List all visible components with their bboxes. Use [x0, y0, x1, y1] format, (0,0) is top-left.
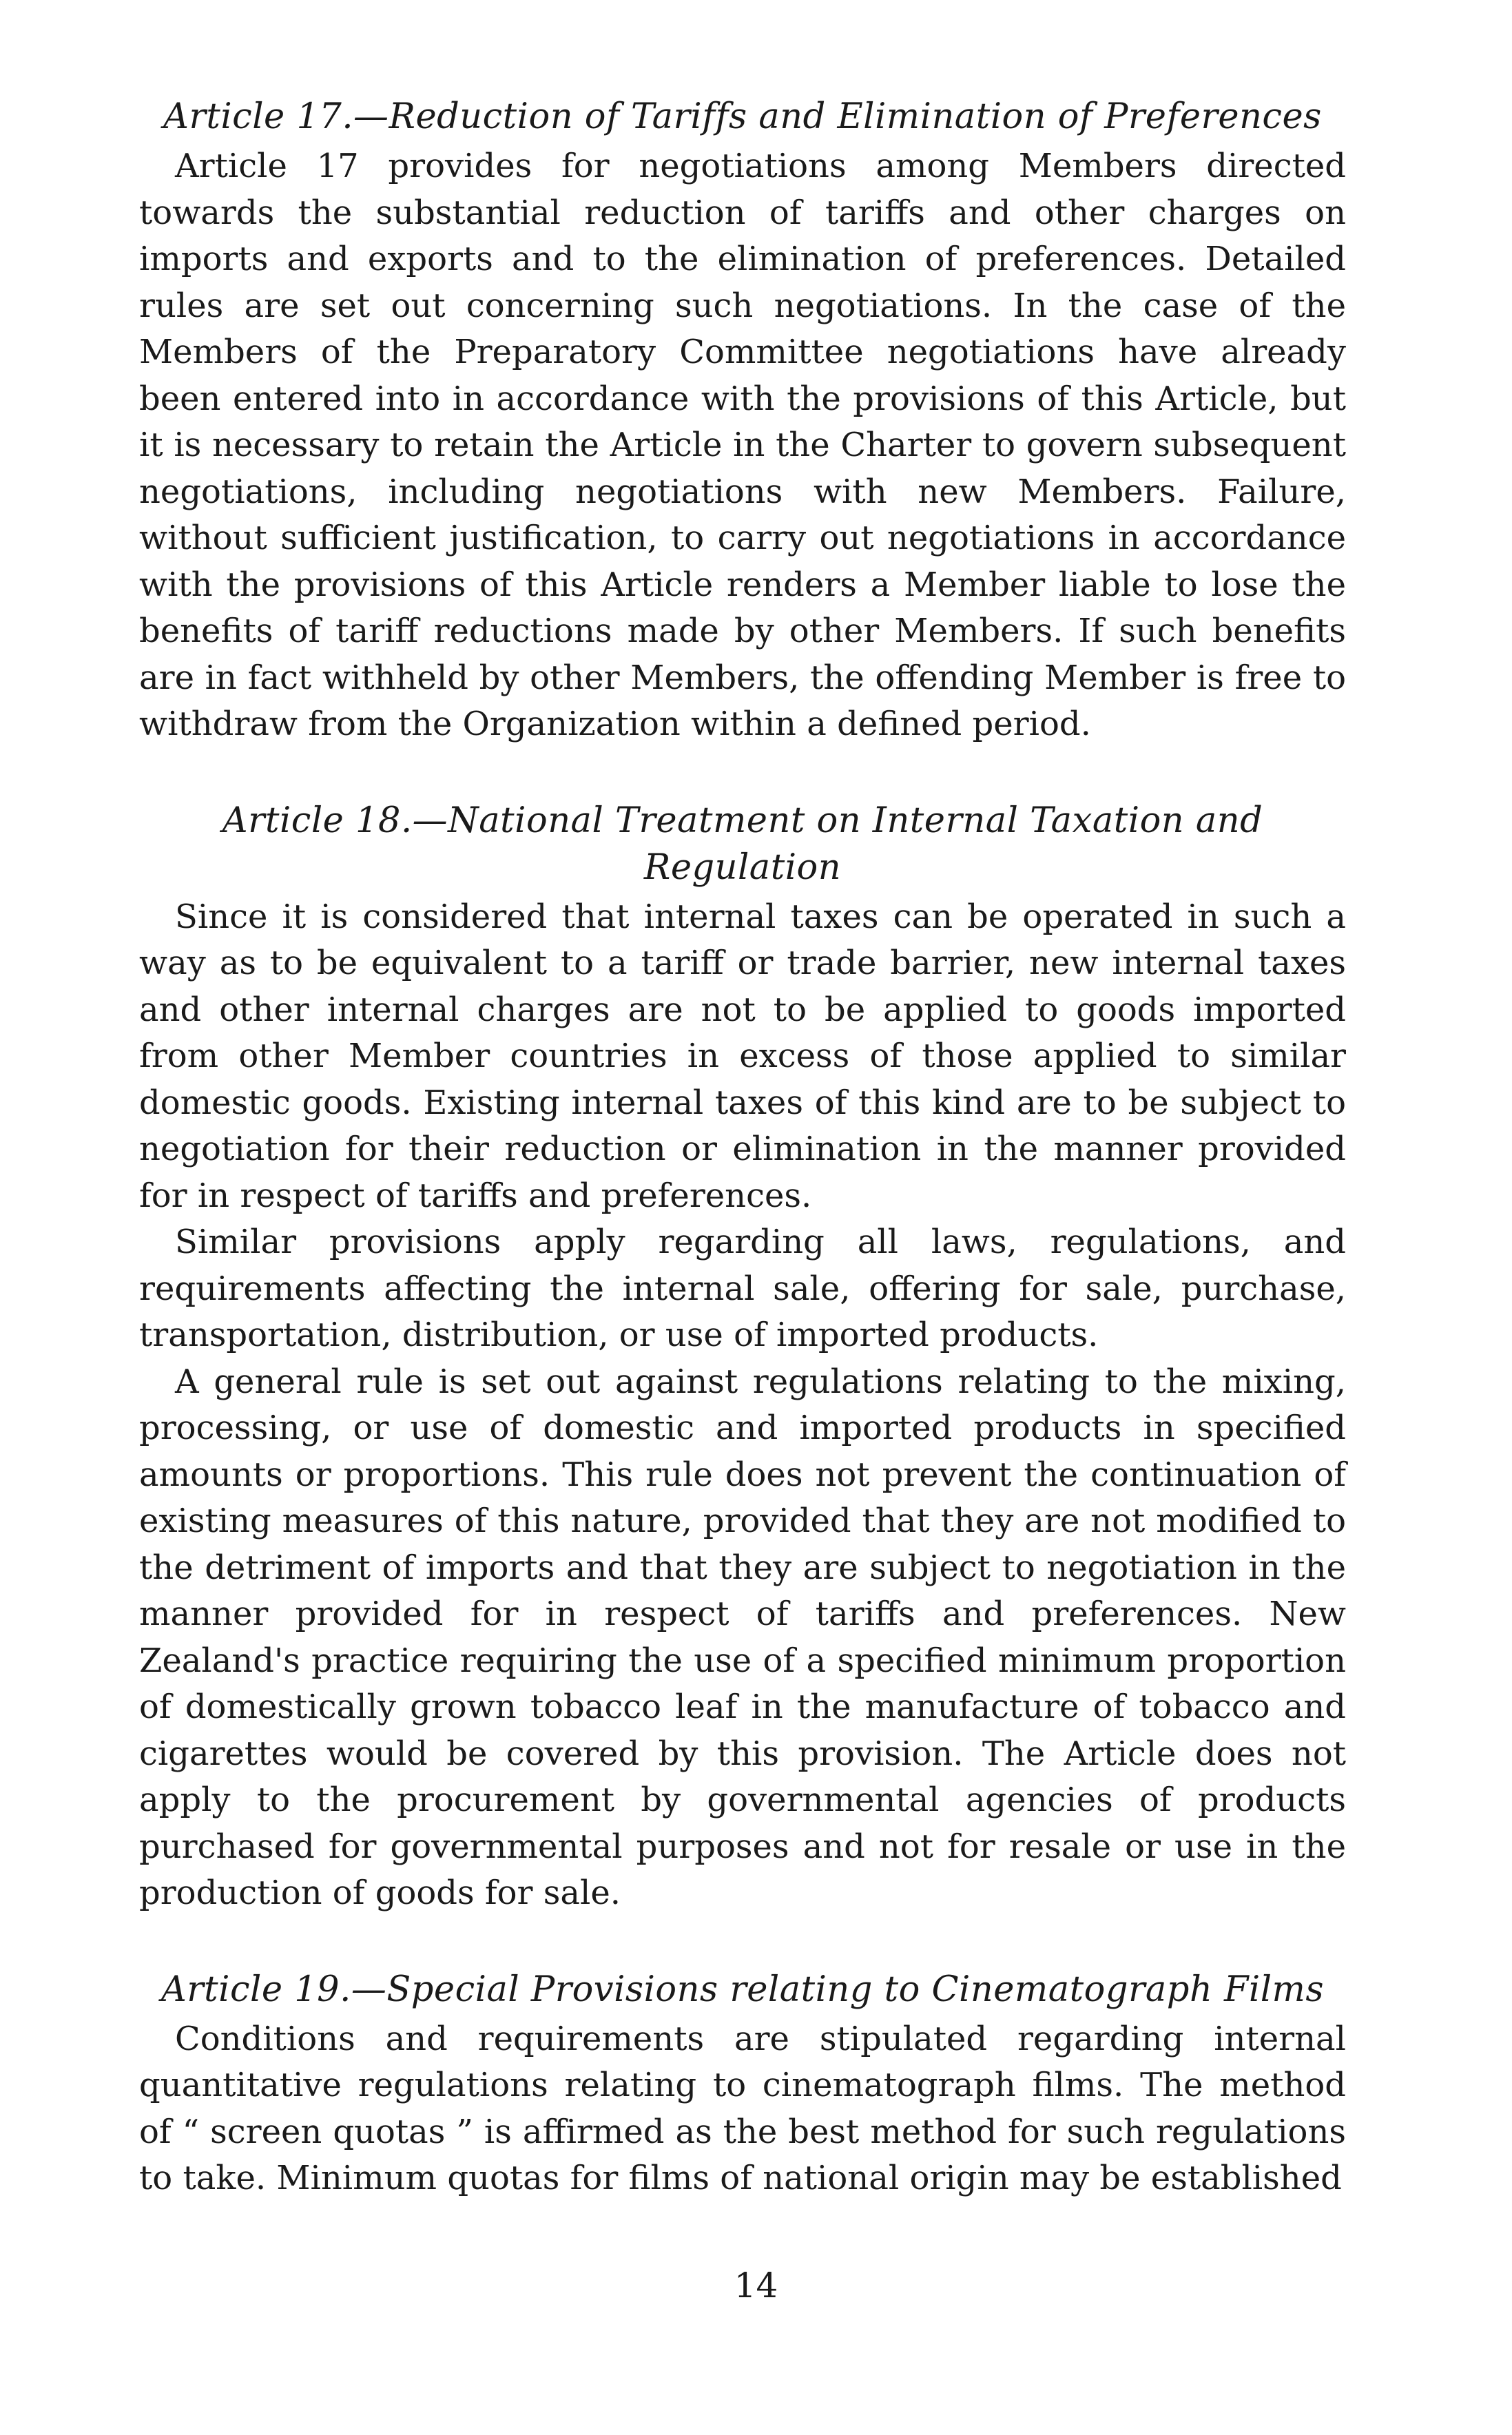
document-page	[139, 94, 1346, 2202]
section-gap	[139, 1917, 1346, 1967]
article-18-paragraph-1: Since it is considered that internal taxes can be operated in such a way as to be equivalent to a tariff or trade barrier, new internal taxes and other internal charges are not to be applied to goods imported from other Member countries in excess of those applied to similar domestic goods. Existing internal taxes of this kind are to be subject to negotiation for their reduction or elimination in the manner provided for in respect of tariffs and preferences.	[139, 897, 1346, 1215]
article-17-heading: Article 17.—Reduction of Tariffs and Elimination of Preferences	[163, 96, 1322, 137]
article-19-paragraph: Conditions and requirements are stipulated regarding internal quantitative regulations relating to cinematograph films. The method of “ screen quotas ” is affirmed as the best method for such regulations to take. Minimum quotas for films of national origin may be established	[139, 2019, 1346, 2197]
article-17-paragraph: Article 17 provides for negotiations among Members directed towards the substantial reduction of tariffs and other charges on imports and exports and to the elimination of preferences. Detailed rules are set out concerning such negotiations. In the case of the Members of the Preparatory Committee negotiations have already been entered into in accordance with the provisions of this Article, but it is necessary to retain the Article in the Charter to govern subsequent negotiations, including negotiations with new Members. Failure, without sufficient justification, to carry out negotiations in accordance with the provisions of this Article renders a Member liable to lose the benefits of tariff reductions made by other Members. If such benefits are in fact withheld by other Members, the offending Member is free to withdraw from the Organization within a defined period.	[139, 147, 1346, 743]
article-18-heading-line2: Regulation	[643, 847, 842, 888]
section-gap	[139, 748, 1346, 798]
article-18-heading	[139, 798, 1346, 891]
article-18-paragraph-3: A general rule is set out against regulations relating to the mixing, processing, or use of domestic and imported products in specified amounts or proportions. This rule does not prevent the continuation of existing measures of this nature, provided that they are not modified to the detriment of imports and that they are subject to negotiation in the manner provided for in respect of tariffs and preferences. New Zealand's practice requiring the use of a specified minimum proportion of domestically grown tobacco leaf in the manufacture of tobacco and cigarettes would be covered by this provision. The Article does not apply to the procurement by governmental agencies of products purchased for governmental purposes and not for resale or use in the production of goods for sale.	[139, 1362, 1346, 1912]
article-18-paragraph-2: Similar provisions apply regarding all laws, regulations, and requirements affecting the internal sale, offering for sale, purchase, transportation, distribution, or use of imported products.	[139, 1223, 1346, 1354]
article-18-heading-line1: Article 18.—National Treatment on Internal Taxation and	[222, 800, 1263, 841]
page-number: 14	[734, 2266, 778, 2306]
article-19-heading: Article 19.—Special Provisions relating to Cinematograph Films	[160, 1969, 1325, 2010]
